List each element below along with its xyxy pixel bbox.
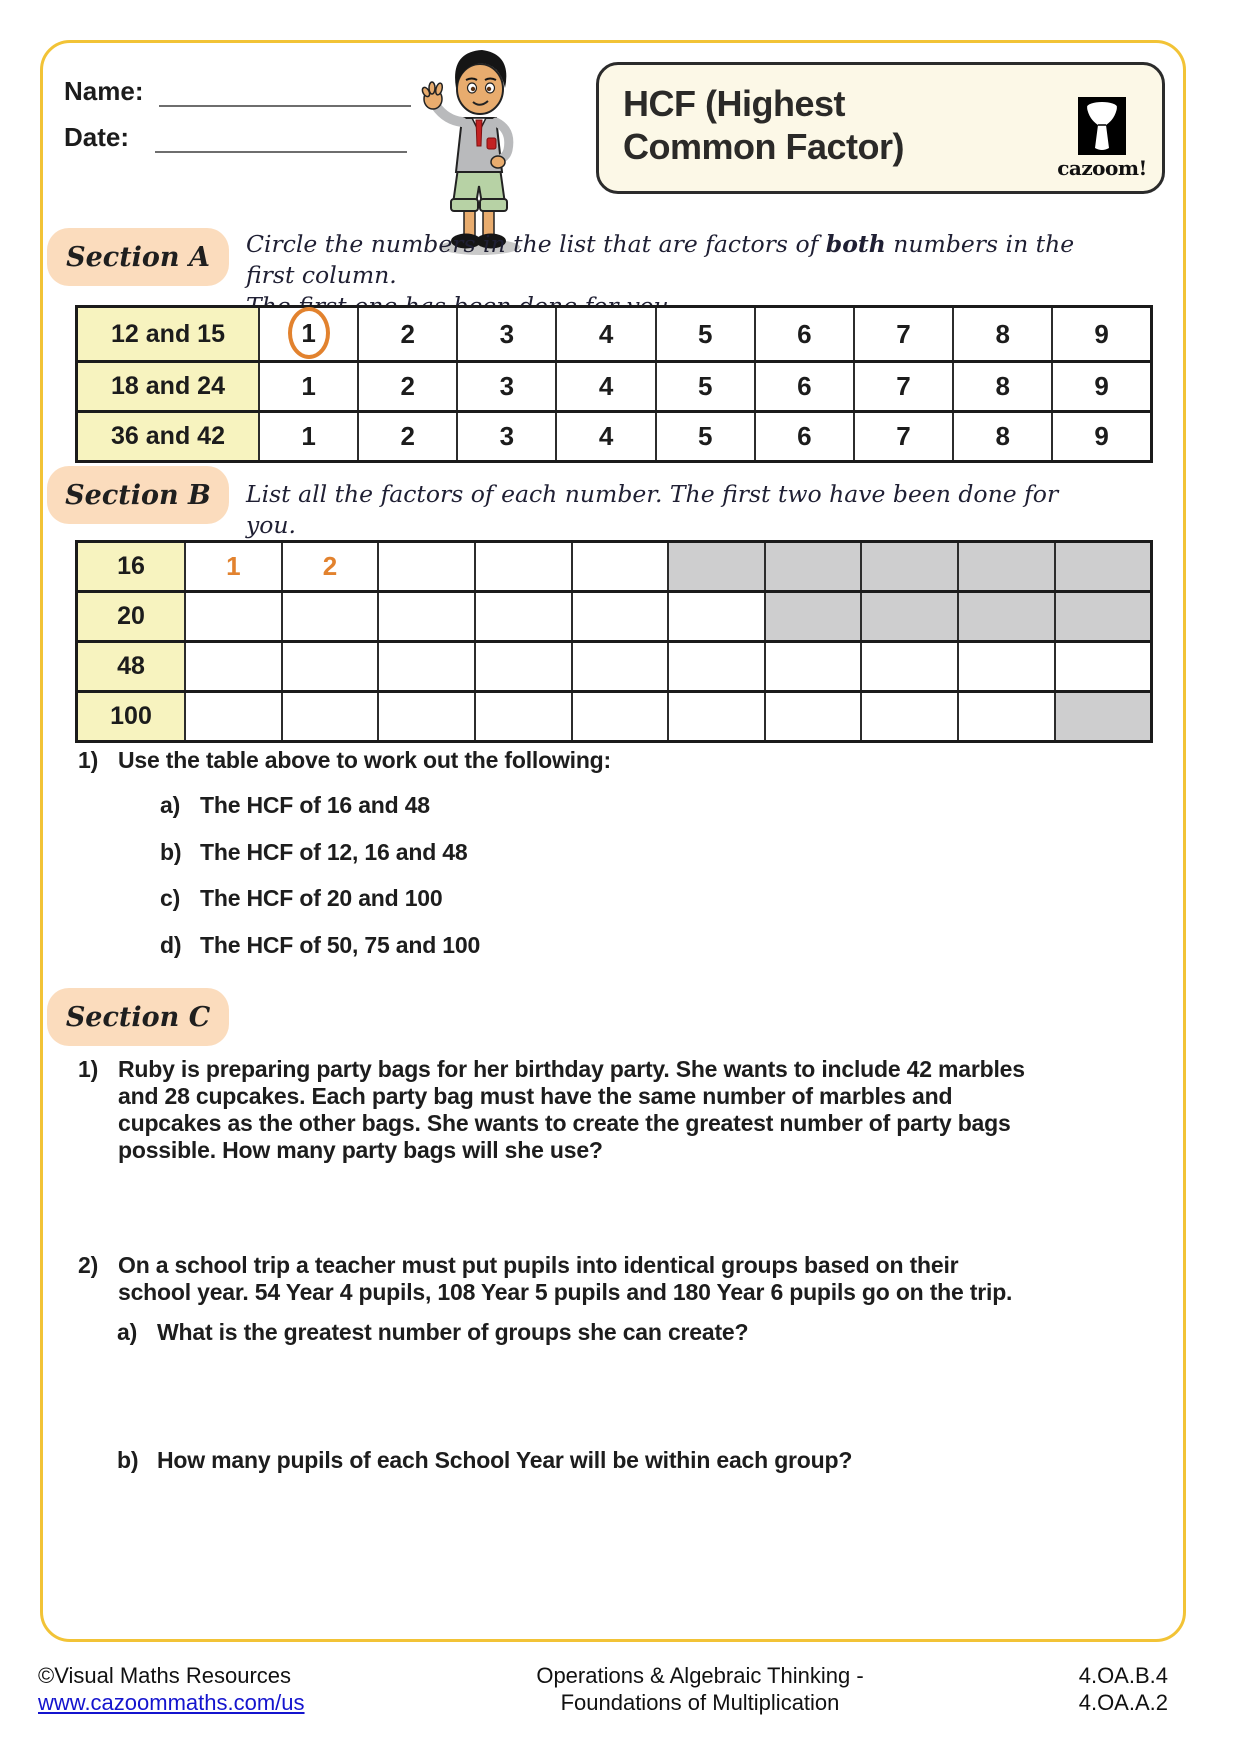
row-label: 12 and 15 [77,307,260,362]
factor-cell[interactable]: 5 [656,307,755,362]
row-label: 100 [77,692,186,742]
answer-cell[interactable] [378,692,475,742]
question-number: 1) [78,747,99,773]
date-input-line[interactable] [155,123,407,153]
shaded-cell [1055,592,1152,642]
page-title-line2: Common Factor) [623,126,904,167]
question-number: 1) [78,1056,99,1082]
shaded-cell [958,592,1055,642]
answer-cell[interactable] [765,642,862,692]
date-row [64,122,407,153]
answer-cell[interactable] [475,642,572,692]
question-1d [160,932,760,959]
answer-cell[interactable] [475,542,572,592]
drum-icon [1078,97,1126,155]
factor-fill-row [77,592,1152,642]
section-b-instruction: List all the factors of each number. The first two have been done for you. [246,480,1059,539]
part-letter: a) [160,792,181,818]
answer-cell[interactable] [572,542,669,592]
date-label: Date: [64,122,130,152]
factor-cell[interactable]: 4 [556,362,655,412]
factor-fill-row [77,692,1152,742]
shaded-cell [765,542,862,592]
answer-cell[interactable] [185,592,282,642]
factor-cell[interactable]: 7 [854,307,953,362]
answer-cell[interactable] [668,592,765,642]
factor-cell[interactable]: 4 [556,307,655,362]
instruction-text: Circle the numbers in the list that are factors of [246,230,826,258]
answer-cell[interactable] [282,642,379,692]
factor-cell[interactable] [259,307,358,362]
factor-cell[interactable]: 1 [259,412,358,462]
section-a-badge: Section A [47,228,229,286]
answer-cell[interactable]: 1 [185,542,282,592]
answer-cell[interactable] [572,592,669,642]
topic-line1: Operations & Algebraic Thinking - [536,1663,864,1688]
part-text: The HCF of 16 and 48 [200,792,430,818]
part-letter: b) [117,1447,139,1473]
part-letter: c) [160,885,181,911]
footer-copyright [38,1662,305,1716]
factor-list-row [77,307,1152,362]
circled-answer: 1 [288,307,330,359]
answer-cell[interactable] [475,592,572,642]
answer-cell[interactable] [958,692,1055,742]
logo-wordmark: cazoom! [1057,156,1147,180]
instruction-bold-word: both [825,230,886,258]
factor-cell[interactable]: 8 [953,412,1052,462]
shaded-cell [1055,542,1152,592]
shaded-cell [1055,692,1152,742]
factor-cell[interactable]: 8 [953,362,1052,412]
answer-cell[interactable] [572,642,669,692]
part-text: How many pupils of each School Year will be within each group? [157,1447,853,1473]
question-1c [160,885,760,912]
page-title [623,82,904,168]
name-input-line[interactable] [159,77,411,107]
question-number: 2) [78,1252,99,1278]
factor-cell[interactable]: 6 [755,362,854,412]
answer-cell[interactable] [861,642,958,692]
factor-cell[interactable]: 7 [854,412,953,462]
question-1 [78,747,778,774]
copyright-text: ©Visual Maths Resources [38,1663,292,1688]
factor-cell[interactable]: 1 [259,362,358,412]
answer-cell[interactable] [668,692,765,742]
factor-cell[interactable]: 3 [457,412,556,462]
factor-cell[interactable]: 2 [358,307,457,362]
part-text: The HCF of 50, 75 and 100 [200,932,481,958]
answer-cell[interactable] [282,692,379,742]
factor-cell[interactable]: 9 [1052,362,1151,412]
factor-cell[interactable]: 8 [953,307,1052,362]
factor-cell[interactable]: 7 [854,362,953,412]
answer-cell[interactable] [475,692,572,742]
student-cartoon [420,42,535,257]
answer-cell[interactable] [282,592,379,642]
factor-cell[interactable]: 3 [457,362,556,412]
answer-cell[interactable] [1055,642,1152,692]
answer-cell[interactable] [572,692,669,742]
name-label: Name: [64,76,144,106]
factor-list-row [77,412,1152,462]
footer-standards [1079,1662,1168,1716]
question-2b [117,1447,917,1474]
factor-cell[interactable]: 5 [656,412,755,462]
question-text: On a school trip a teacher must put pupils into identical groups based on their school year. 54 Year 4 pupils, 108 Year 5 pupils and 180 Year 6 pupils go on the trip. [118,1252,1013,1305]
answer-cell[interactable] [378,592,475,642]
instruction-text: numbers in the first column. [246,230,1075,289]
question-1a [160,792,760,819]
answer-cell[interactable] [958,642,1055,692]
cazoom-logo [1054,97,1150,180]
shaded-cell [958,542,1055,592]
row-label: 48 [77,642,186,692]
shaded-cell [765,592,862,642]
factor-cell[interactable]: 9 [1052,307,1151,362]
answer-cell[interactable] [185,692,282,742]
factor-cell[interactable]: 6 [755,412,854,462]
question-text: Use the table above to work out the following: [118,747,611,773]
question-1b [160,839,760,866]
answer-cell[interactable] [378,642,475,692]
answer-cell[interactable] [185,642,282,692]
part-letter: d) [160,932,182,958]
answer-cell[interactable] [668,642,765,692]
title-box [596,62,1165,194]
answer-cell[interactable] [765,692,862,742]
part-text: The HCF of 20 and 100 [200,885,443,911]
factor-cell[interactable]: 2 [358,412,457,462]
section-c-question-1 [78,1056,1030,1164]
part-text: The HCF of 12, 16 and 48 [200,839,468,865]
factor-cell[interactable]: 9 [1052,412,1151,462]
standard-code-1: 4.OA.B.4 [1078,1663,1168,1688]
topic-line2: Foundations of Multiplication [560,1690,840,1715]
factor-list-row [77,362,1152,412]
page-title-line1: HCF (Highest [623,83,845,124]
name-row [64,76,411,107]
standard-code-2: 4.OA.A.2 [1078,1690,1168,1715]
factors-table-a [75,305,1153,463]
shaded-cell [861,592,958,642]
row-label: 20 [77,592,186,642]
answer-cell[interactable]: 2 [282,542,379,592]
factor-fill-row [77,542,1152,592]
row-label: 36 and 42 [77,412,260,462]
factor-cell[interactable]: 3 [457,307,556,362]
part-letter: a) [117,1319,138,1345]
row-label: 18 and 24 [77,362,260,412]
factors-table-b [75,540,1153,743]
factor-cell[interactable]: 4 [556,412,655,462]
section-c-question-2 [78,1252,1030,1306]
shaded-cell [861,542,958,592]
part-text: What is the greatest number of groups she can create? [157,1319,749,1345]
row-label: 16 [77,542,186,592]
shaded-cell [668,542,765,592]
factor-cell[interactable]: 2 [358,362,457,412]
footer-topic [440,1662,960,1716]
answer-cell[interactable] [378,542,475,592]
question-2a [117,1319,917,1346]
answer-cell[interactable] [861,692,958,742]
factor-cell[interactable]: 6 [755,307,854,362]
question-text: Ruby is preparing party bags for her birthday party. She wants to include 42 marbles and 28 cupcakes. Each party bag must have the same number of marbles and cupcakes as the other bags. She wants to create the greatest number of party bags possible. How many party bags will she use? [118,1056,1025,1163]
factor-cell[interactable]: 5 [656,362,755,412]
section-b-badge: Section B [47,466,229,524]
factor-fill-row [77,642,1152,692]
footer-link[interactable]: www.cazoommaths.com/us [38,1690,305,1715]
section-c-badge: Section C [47,988,229,1046]
part-letter: b) [160,839,182,865]
